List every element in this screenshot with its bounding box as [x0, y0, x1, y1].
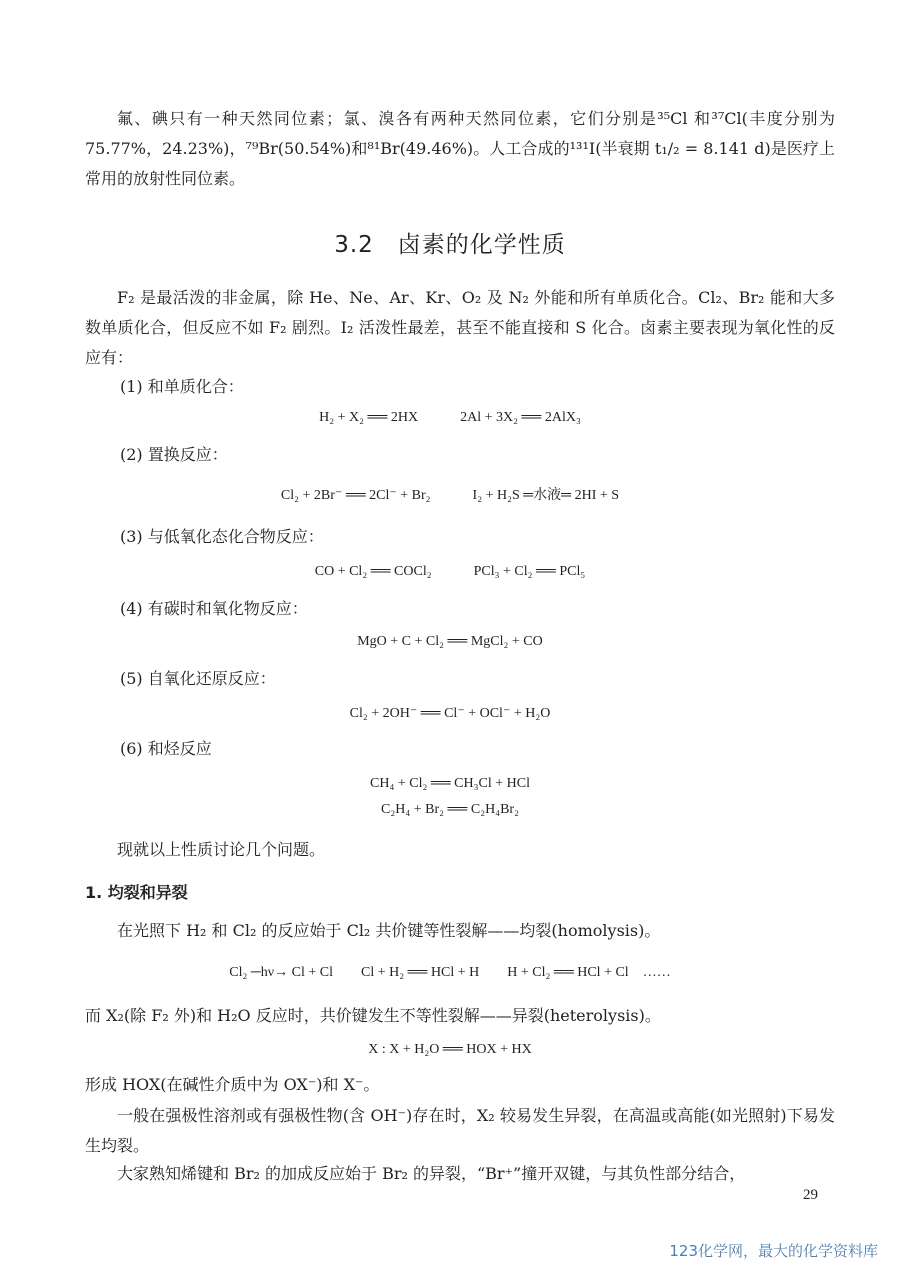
- paragraph-hox: 形成 HOX(在碱性介质中为 OX⁻)和 X⁻。: [85, 1075, 380, 1094]
- paragraph-polar: 一般在强极性溶剂或有强极性物(含 OH⁻)存在时，X₂ 较易发生异裂，在高温或高能(如光照射)下易发生均裂。: [85, 1106, 835, 1155]
- subsection-title: 1. 均裂和异裂: [85, 883, 188, 902]
- site-watermark: 123化学网，最大的化学资料库: [669, 1242, 878, 1260]
- paragraph-intro: F₂ 是最活泼的非金属，除 He、Ne、Ar、Kr、O₂ 及 N₂ 外能和所有单质化合。Cl₂、Br₂ 能和大多数单质化合，但反应不如 F₂ 剧烈。I₂ 活泼性最差，甚至不能直接和 S 化合。卤素主要表现为氧化性的反应有：: [85, 288, 835, 367]
- equation-4: MgO + C + Cl₂ ══ MgCl₂ + CO: [357, 634, 543, 649]
- paragraph-discuss: 现就以上性质讨论几个问题。: [117, 840, 326, 859]
- equation-6b: C₂H₄ + Br₂ ══ C₂H₄Br₂: [381, 802, 519, 817]
- reaction-label-6: (6) 和烃反应: [120, 739, 212, 758]
- equation-5: Cl₂ + 2OH⁻ ══ Cl⁻ + OCl⁻ + H₂O: [349, 706, 551, 721]
- equation-6a: CH₄ + Cl₂ ══ CH₃Cl + HCl: [370, 776, 530, 791]
- reaction-label-3: (3) 与低氧化态化合物反应：: [120, 527, 324, 546]
- page-number: 29: [803, 1187, 818, 1203]
- equation-3: CO + Cl₂ ══ COCl₂ PCl₃ + Cl₂ ══ PCl₅: [314, 564, 586, 579]
- equation-2: Cl₂ + 2Br⁻ ══ 2Cl⁻ + Br₂ I₂ + H₂S ═水液═ 2HI + S: [280, 488, 620, 503]
- paragraph-homolysis: 在光照下 H₂ 和 Cl₂ 的反应始于 Cl₂ 共价键等性裂解——均裂(homolysis)。: [117, 921, 661, 940]
- reaction-label-2: (2) 置换反应：: [120, 445, 228, 464]
- equation-1: H₂ + X₂ ══ 2HX 2Al + 3X₂ ══ 2AlX₃: [319, 410, 581, 425]
- reaction-label-5: (5) 自氧化还原反应：: [120, 669, 276, 688]
- equation-homolysis: Cl₂ ─hν→ Cl + Cl Cl + H₂ ══ HCl + H H + Cl₂ ══ HCl + Cl ……: [229, 965, 671, 980]
- paragraph-alkene: 大家熟知烯键和 Br₂ 的加成反应始于 Br₂ 的异裂，“Br⁺”撞开双键，与其负性部分结合，: [117, 1164, 746, 1183]
- section-title: 3.2 卤素的化学性质: [334, 232, 566, 258]
- paragraph-isotopes: 氟、碘只有一种天然同位素；氯、溴各有两种天然同位素，它们分别是³⁵Cl 和³⁷Cl(丰度分别为 75.77%，24.23%)，⁷⁹Br(50.54%)和⁸¹Br(49.46%)。人工合成的¹³¹I(半衰期 t₁/₂ = 8.141 d)是医疗上常用的放射性同位素。: [85, 109, 835, 188]
- reaction-label-1: (1) 和单质化合：: [120, 377, 244, 396]
- reaction-label-4: (4) 有碳时和氧化物反应：: [120, 599, 308, 618]
- paragraph-heterolysis: 而 X₂(除 F₂ 外)和 H₂O 反应时，共价键发生不等性裂解——异裂(heterolysis)。: [85, 1006, 661, 1025]
- equation-heterolysis: X : X + H₂O ══ HOX + HX: [368, 1042, 532, 1057]
